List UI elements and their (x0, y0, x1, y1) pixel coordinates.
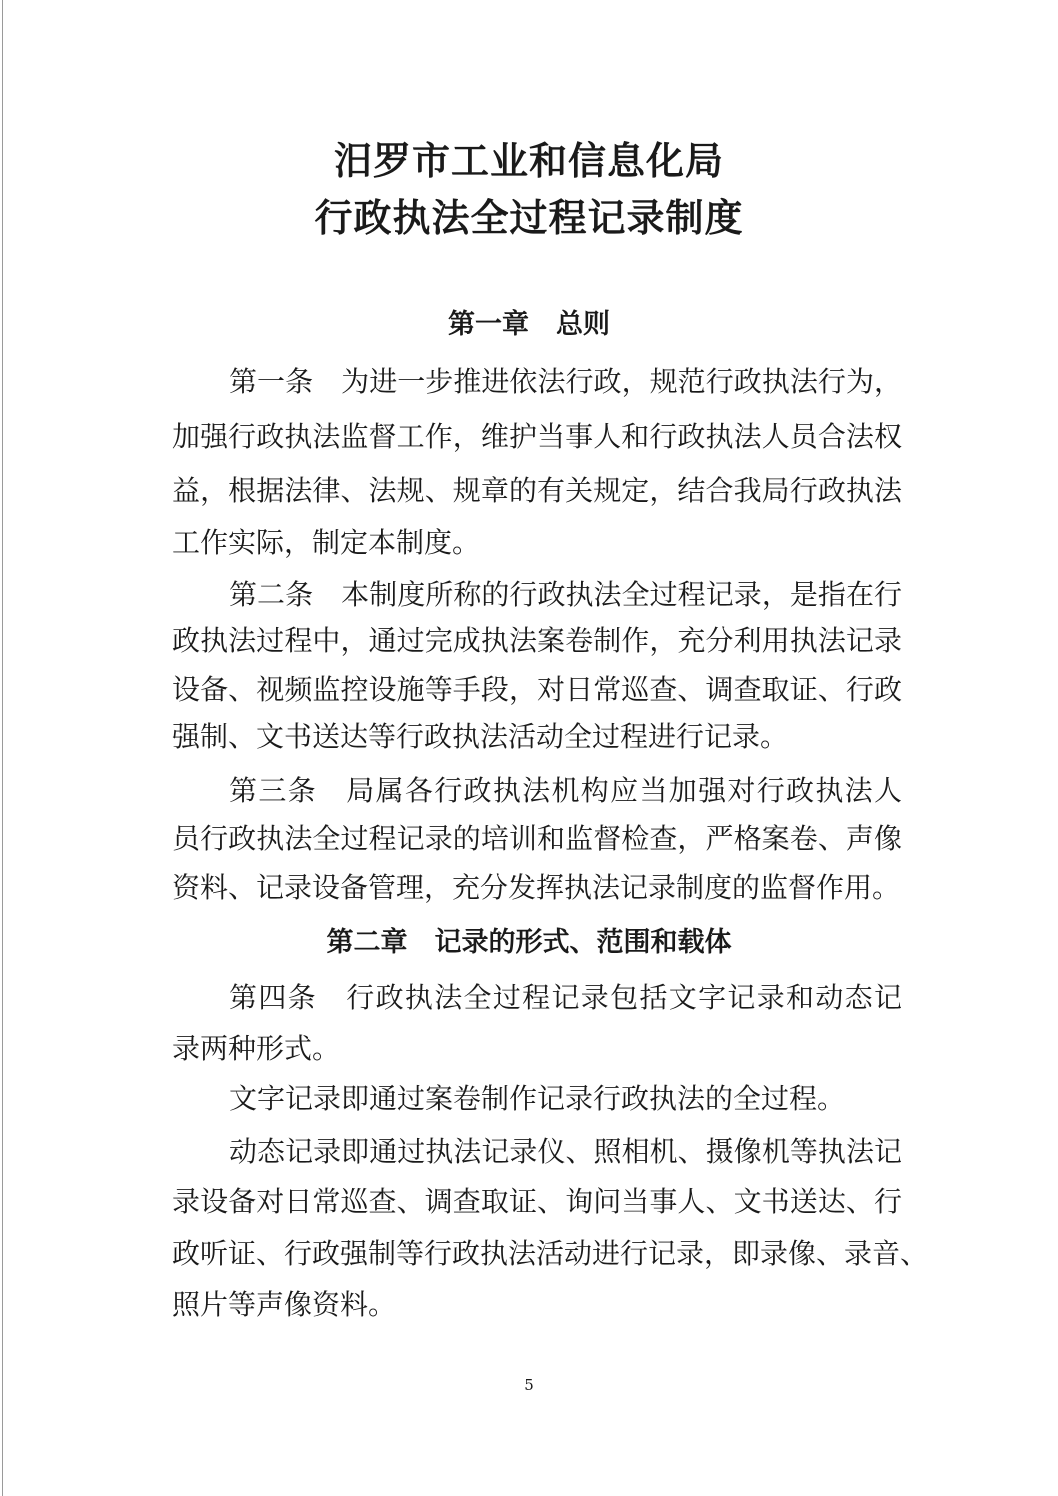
chapter-1-heading: 第一章 总则 (448, 309, 610, 340)
article-1-line: 益，根据法律、法规、规章的有关规定，结合我局行政执法 (172, 474, 902, 507)
article-2-line: 强制、文书送达等行政执法活动全过程进行记录。 (172, 720, 789, 753)
dynamic-record-line: 政听证、行政强制等行政执法活动进行记录，即录像、录音、 (172, 1237, 929, 1270)
article-2-line: 政执法过程中，通过完成执法案卷制作，充分利用执法记录 (172, 624, 902, 657)
dynamic-record-line: 动态记录即通过执法记录仪、照相机、摄像机等执法记 (229, 1135, 902, 1168)
document-title-line-1: 汨罗市工业和信息化局 (333, 138, 724, 183)
article-3-line: 员行政执法全过程记录的培训和监督检查，严格案卷、声像 (172, 822, 902, 855)
document-title-line-2: 行政执法全过程记录制度 (314, 195, 744, 240)
article-2-line: 第二条 本制度所称的行政执法全过程记录，是指在行 (229, 578, 902, 611)
article-3-line: 第三条 局属各行政执法机构应当加强对行政执法人 (229, 774, 902, 807)
article-1-line: 加强行政执法监督工作，维护当事人和行政执法人员合法权 (172, 420, 902, 453)
article-2-line: 设备、视频监控设施等手段，对日常巡查、调查取证、行政 (172, 673, 902, 706)
dynamic-record-line: 照片等声像资料。 (172, 1288, 397, 1321)
article-1-line: 第一条 为进一步推进依法行政，规范行政执法行为， (229, 365, 902, 398)
article-4-line: 录两种形式。 (172, 1032, 341, 1065)
chapter-2-heading: 第二章 记录的形式、范围和载体 (326, 927, 732, 958)
dynamic-record-line: 录设备对日常巡查、调查取证、询问当事人、文书送达、行 (172, 1185, 902, 1218)
text-record-paragraph: 文字记录即通过案卷制作记录行政执法的全过程。 (229, 1082, 846, 1115)
page-number: 5 (524, 1376, 534, 1394)
article-1-line: 工作实际，制定本制度。 (172, 526, 481, 559)
article-4-line: 第四条 行政执法全过程记录包括文字记录和动态记 (229, 981, 902, 1014)
article-3-line: 资料、记录设备管理，充分发挥执法记录制度的监督作用。 (172, 871, 901, 904)
